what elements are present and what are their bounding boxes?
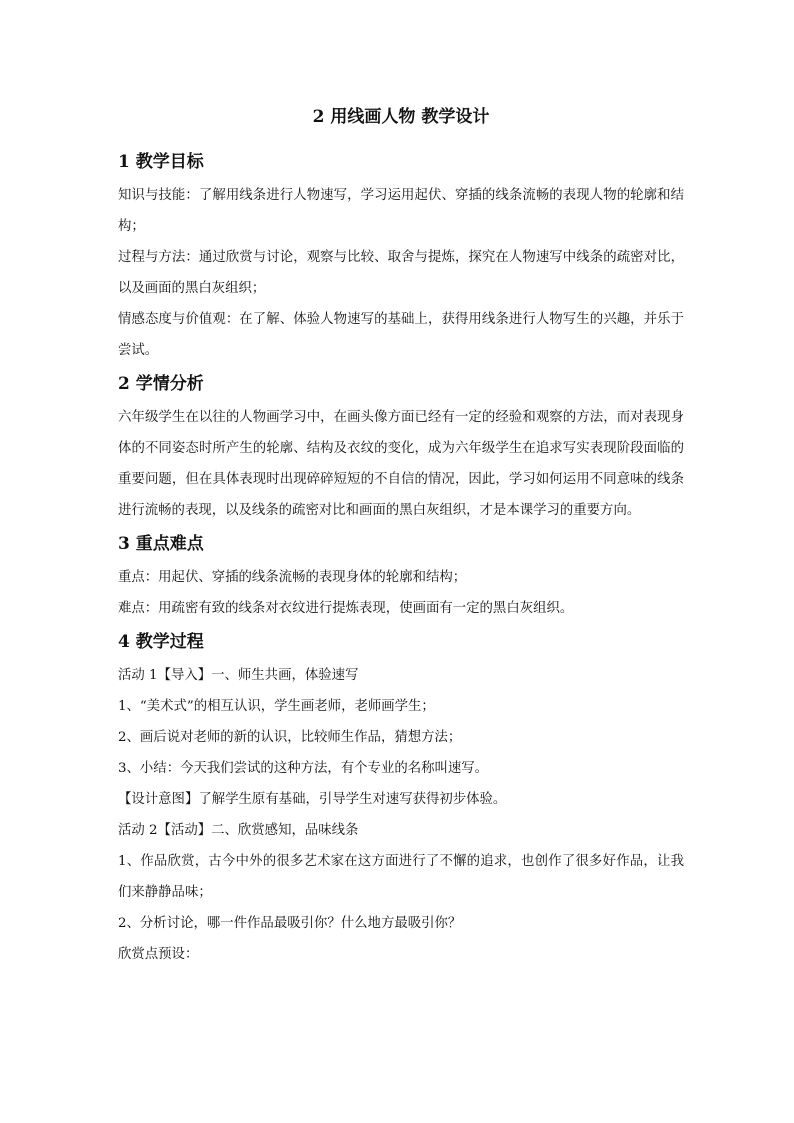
paragraph: 【设计意图】了解学生原有基础，引导学生对速写获得初步体验。 bbox=[118, 792, 507, 807]
paragraph: 2、分析讨论，哪一件作品最吸引你？什么地方最吸引你？ bbox=[118, 916, 462, 931]
paragraph: 难点：用疏密有致的线条对衣纹进行提炼表现，使画面有一定的黑白灰组织。 bbox=[118, 601, 574, 616]
paragraph: 过程与方法：通过欣赏与讨论，观察与比较、取舍与提炼，探究在人物速写中线条的疏密对比，以及画面的黑白灰组织； bbox=[118, 250, 684, 296]
document-title: 2 用线画人物 教学设计 bbox=[312, 107, 490, 127]
section-analysis bbox=[118, 366, 684, 526]
paragraph: 1、“美术式”的相互认识，学生画老师，老师画学生； bbox=[118, 699, 435, 714]
paragraph: 欣赏点预设： bbox=[118, 947, 199, 962]
paragraph: 1、作品欣赏，古今中外的很多艺术家在这方面进行了不懈的追求，也创作了很多好作品，让我们来静静品味； bbox=[118, 854, 684, 900]
paragraph: 活动 1【导入】一、师生共画，体验速写 bbox=[118, 668, 359, 683]
section-heading: 1 教学目标 bbox=[118, 152, 204, 172]
section-heading: 4 教学过程 bbox=[118, 632, 204, 652]
paragraph: 重点：用起伏、穿插的线条流畅的表现身体的轮廓和结构； bbox=[118, 570, 467, 585]
section-process bbox=[118, 624, 684, 970]
section-heading: 3 重点难点 bbox=[118, 534, 204, 554]
section-objectives bbox=[118, 144, 684, 366]
paragraph: 情感态度与价值观：在了解、体验人物速写的基础上，获得用线条进行人物写生的兴趣，并乐于尝试。 bbox=[118, 312, 684, 358]
paragraph: 3、小结：今天我们尝试的这种方法，有个专业的名称叫速写。 bbox=[118, 761, 489, 776]
paragraph: 活动 2【活动】二、欣赏感知，品味线条 bbox=[118, 823, 359, 838]
section-key-points bbox=[118, 526, 684, 624]
paragraph: 六年级学生在以往的人物画学习中，在画头像方面已经有一定的经验和观察的方法，而对表现身体的不同姿态时所产生的轮廓、结构及衣纹的变化，成为六年级学生在追求写实表现阶段面临的重要问题，但在具体表现时出现碎碎短短的不自信的情况，因此，学习如何运用不同意味的线条进行流畅的表现，以及线条的疏密对比和画面的黑白灰组织，才是本课学习的重要方向。 bbox=[118, 410, 684, 518]
paragraph: 2、画后说对老师的新的认识，比较师生作品，猜想方法； bbox=[118, 730, 462, 745]
paragraph: 知识与技能：了解用线条进行人物速写，学习运用起伏、穿插的线条流畅的表现人物的轮廓和结构； bbox=[118, 188, 684, 234]
section-heading: 2 学情分析 bbox=[118, 374, 204, 394]
